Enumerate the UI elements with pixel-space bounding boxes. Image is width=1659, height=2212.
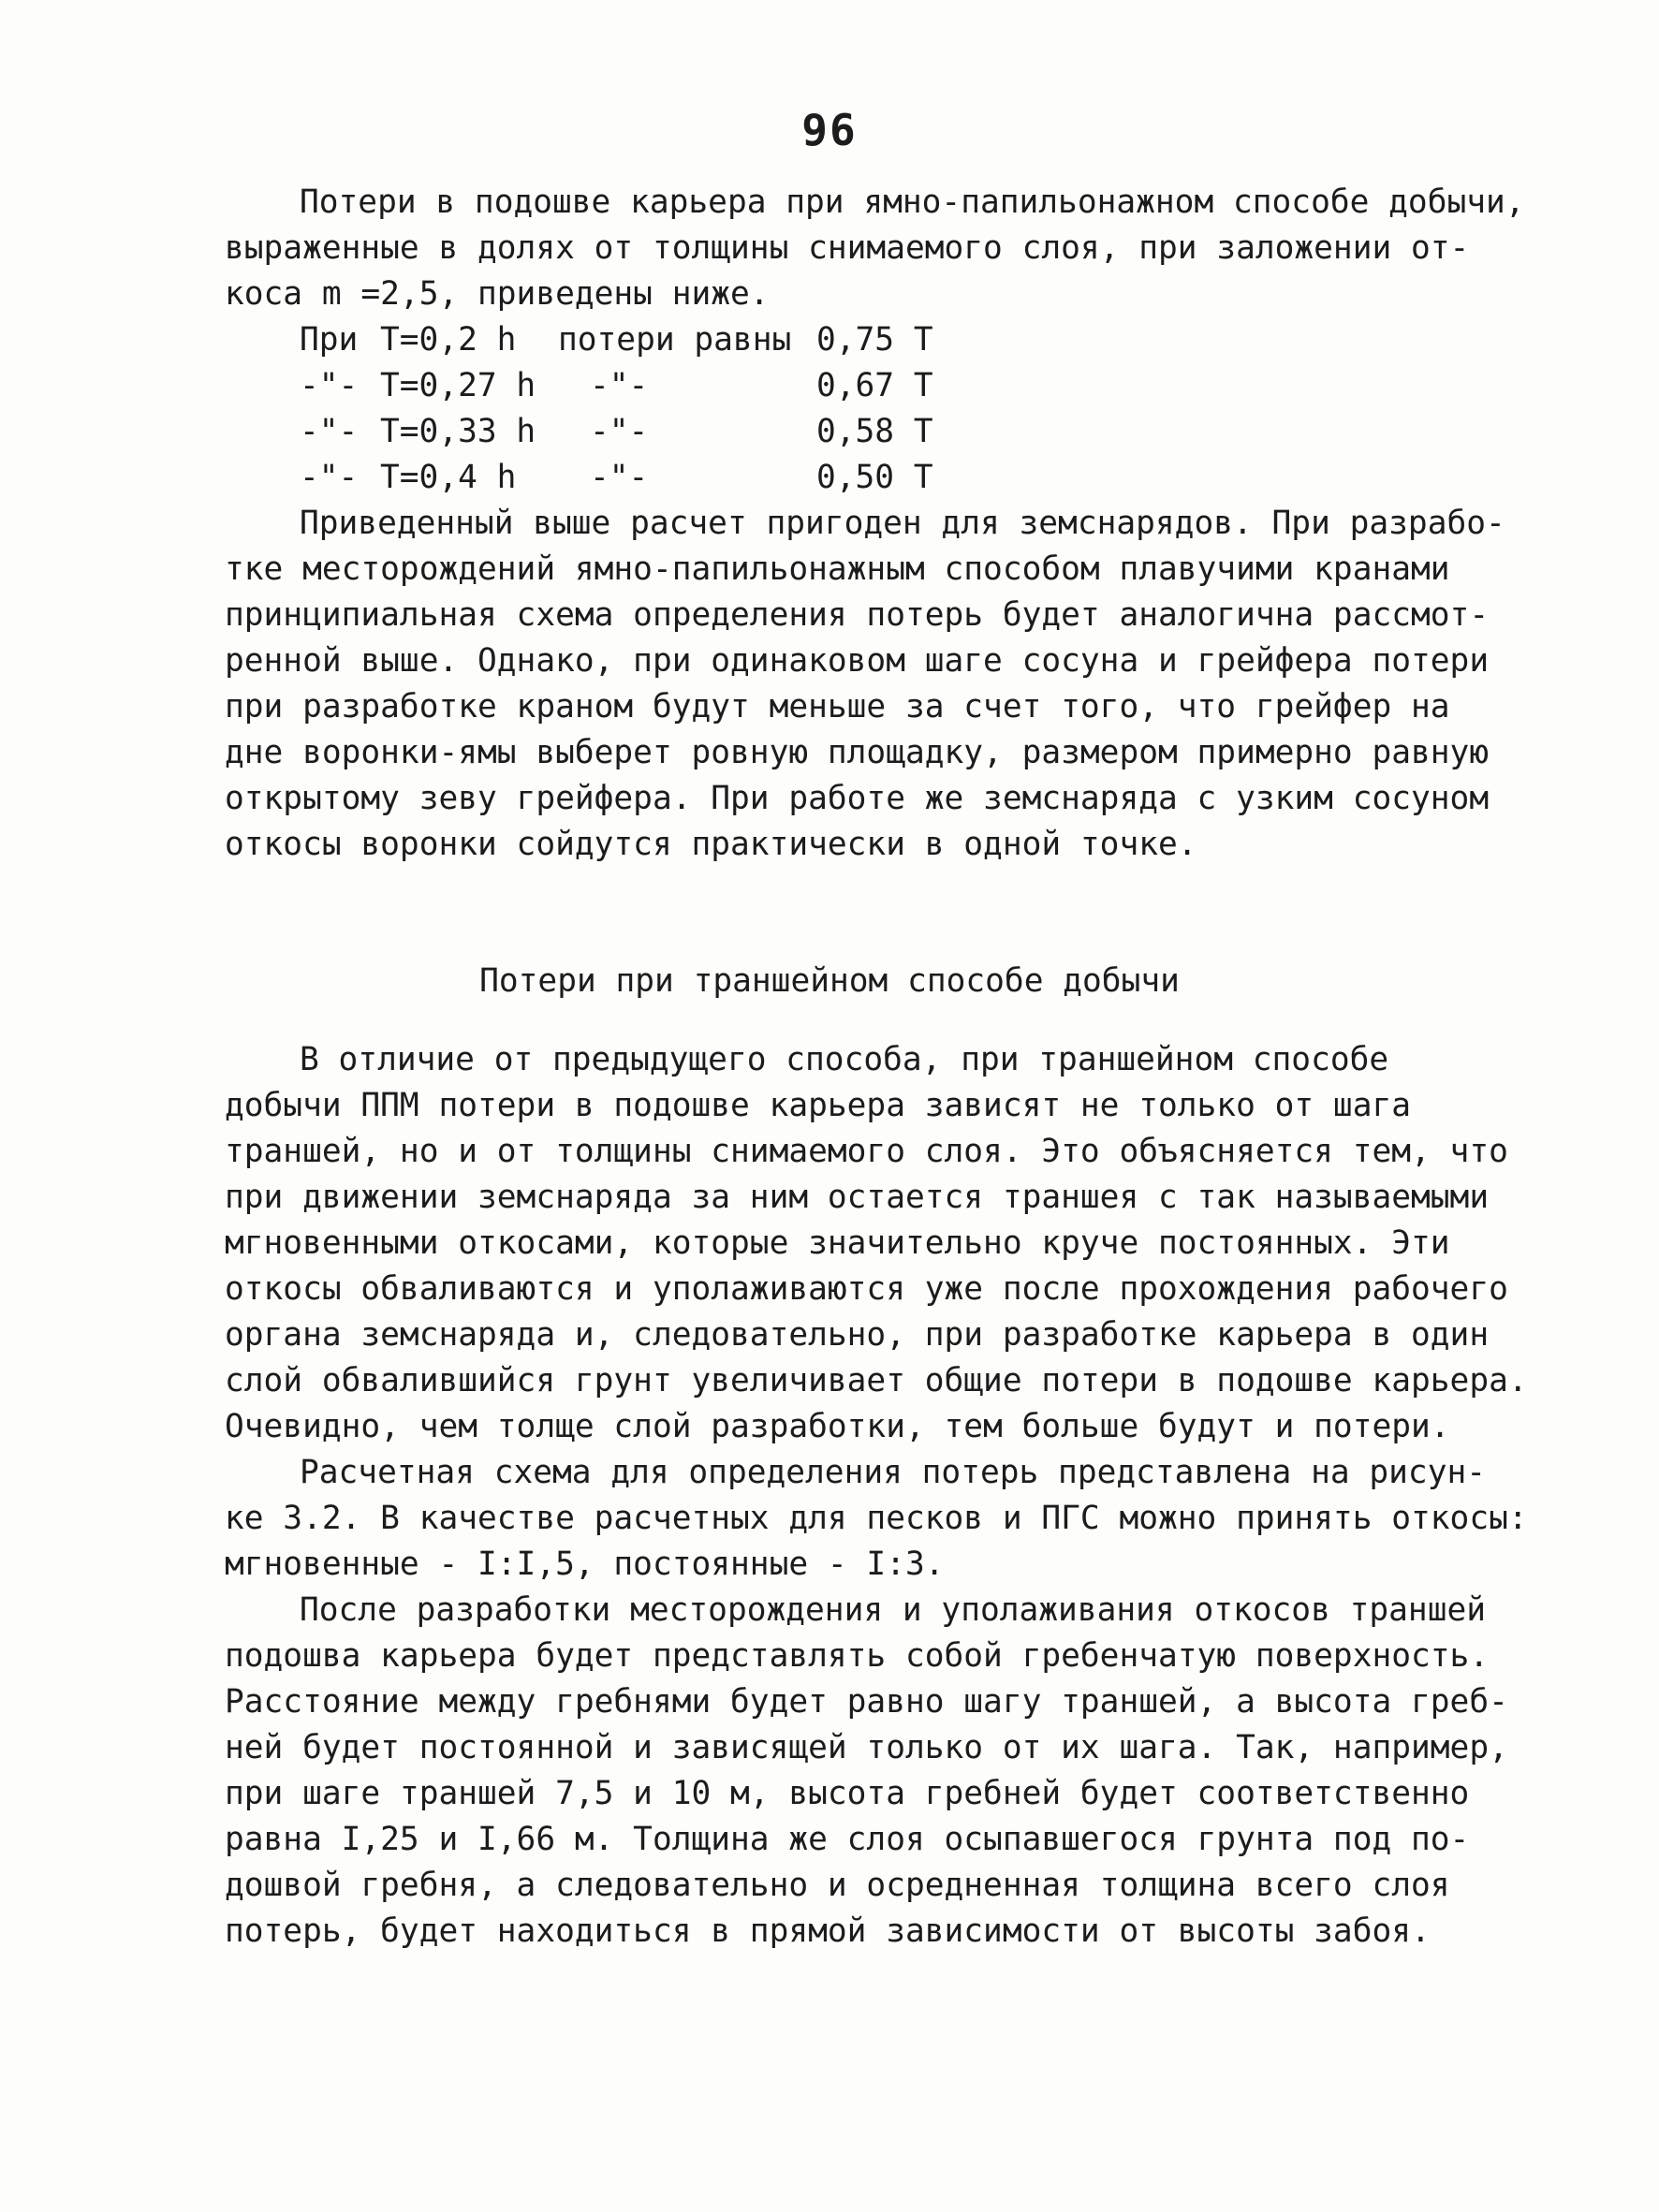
loss-value: 0,67 Т — [816, 367, 933, 404]
paragraph-line: дошвой гребня, а следовательно и осредненная толщина всего слоя — [225, 1867, 1450, 1904]
loss-value: 0,50 Т — [816, 459, 933, 496]
paragraph-line: добычи ППМ потери в подошве карьера зависят не только от шага — [225, 1087, 1412, 1124]
paragraph-line: Очевидно, чем толще слой разработки, тем больше будут и потери. — [225, 1408, 1450, 1445]
row-prefix: -"- — [300, 367, 359, 404]
page-number: 96 — [801, 105, 858, 155]
paragraph-line: открытому зеву грейфера. При работе же земснаряда с узким сосуном — [225, 780, 1490, 817]
paragraph-line: откосы воронки сойдутся практически в одной точке. — [225, 826, 1197, 863]
section-2 — [225, 1037, 1528, 1955]
paragraph-line: Приведенный выше расчет пригоден для земснарядов. При разрабо- — [300, 505, 1505, 542]
intro-line: Потери в подошве карьера при ямно-папильонажном способе добычи, — [300, 183, 1525, 221]
intro-line: коса m =2,5, приведены ниже. — [225, 275, 770, 313]
paragraph-line: мгновенные - I:I,5, постоянные - I:3. — [225, 1545, 945, 1583]
paragraph-line: слой обвалившийся грунт увеличивает общие потери в подошве карьера. — [225, 1362, 1528, 1399]
loss-table-row — [225, 363, 1517, 409]
section-heading: Потери при траншейном способе добычи — [479, 962, 1180, 1000]
paragraph-line: потерь, будет находиться в прямой зависимости от высоты забоя. — [225, 1912, 1431, 1950]
intro-line: выраженные в долях от толщины снимаемого слоя, при заложении от- — [225, 229, 1470, 267]
paragraph-line: После разработки месторождения и уполаживания откосов траншей — [300, 1591, 1487, 1629]
paragraph-line: мгновенными откосами, которые значительно круче постоянных. Эти — [225, 1224, 1450, 1262]
paragraph-line: Расчетная схема для определения потерь представлена на рисун- — [300, 1454, 1487, 1491]
row-prefix: При — [300, 321, 359, 359]
loss-table-row — [225, 317, 1517, 363]
paragraph-line: тке месторождений ямно-папильонажным способом плавучими кранами — [225, 550, 1450, 588]
loss-value: 0,75 Т — [816, 321, 933, 359]
loss-label: -"- — [590, 459, 649, 496]
loss-value: 0,58 Т — [816, 413, 933, 450]
paragraph-line: принципиальная схема определения потерь будет аналогична рассмот- — [225, 596, 1490, 634]
loss-label: -"- — [590, 367, 649, 404]
loss-table — [225, 317, 1517, 501]
paragraph-line: ней будет постоянной и зависящей только от их шага. Так, например, — [225, 1729, 1508, 1766]
paragraph-line: при шаге траншей 7,5 и 10 м, высота гребней будет соответственно — [225, 1775, 1470, 1812]
thickness-ratio: Т=0,2 h — [380, 321, 517, 359]
loss-label: потери равны — [558, 321, 792, 359]
paragraph-line: ренной выше. Однако, при одинаковом шаге сосуна и грейфера потери — [225, 642, 1490, 680]
loss-label: -"- — [590, 413, 649, 450]
thickness-ratio: Т=0,27 h — [380, 367, 536, 404]
paragraph-line: дне воронки-ямы выберет ровную площадку, размером примерно равную — [225, 734, 1490, 771]
paragraph-line: Расстояние между гребнями будет равно шагу траншей, а высота греб- — [225, 1683, 1508, 1721]
paragraph-line: ке 3.2. В качестве расчетных для песков и ПГС можно принять откосы: — [225, 1500, 1528, 1537]
paragraph-line: В отличие от предыдущего способа, при траншейном способе — [300, 1041, 1389, 1078]
loss-table-row — [225, 455, 1517, 501]
row-prefix: -"- — [300, 413, 359, 450]
paragraph-line: траншей, но и от толщины снимаемого слоя. Это объясняется тем, что — [225, 1133, 1508, 1170]
section-1 — [225, 180, 1525, 868]
paragraph-line: при разработке краном будут меньше за счет того, что грейфер на — [225, 688, 1450, 725]
paragraph-line: органа земснаряда и, следовательно, при разработке карьера в один — [225, 1316, 1490, 1354]
row-prefix: -"- — [300, 459, 359, 496]
thickness-ratio: Т=0,33 h — [380, 413, 536, 450]
loss-table-row — [225, 409, 1517, 455]
paragraph-line: при движении земснаряда за ним остается траншея с так называемыми — [225, 1179, 1490, 1216]
thickness-ratio: Т=0,4 h — [380, 459, 517, 496]
paragraph-line: откосы обваливаются и уполаживаются уже после прохождения рабочего — [225, 1270, 1508, 1308]
paragraph-line: подошва карьера будет представлять собой гребенчатую поверхность. — [225, 1637, 1490, 1675]
paragraph-line: равна I,25 и I,66 м. Толщина же слоя осыпавшегося грунта под по- — [225, 1821, 1470, 1858]
